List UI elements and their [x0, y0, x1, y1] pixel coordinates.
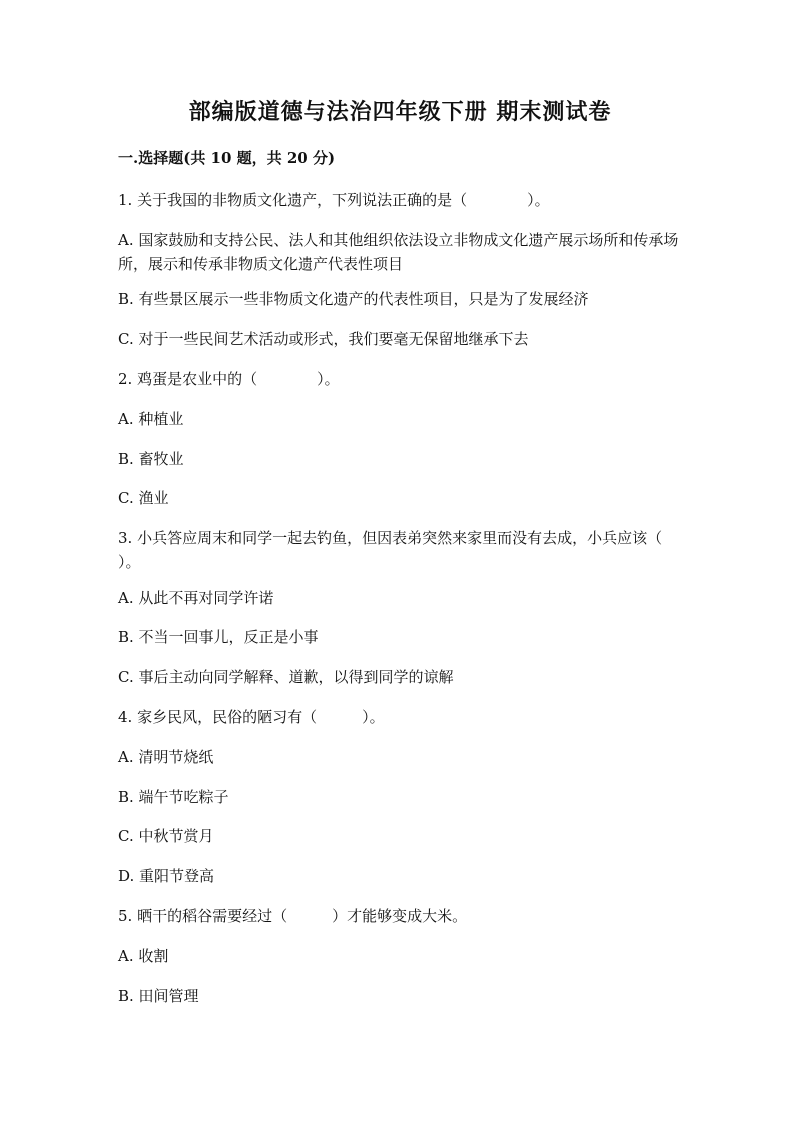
- exam-title: 部编版道德与法治四年级下册 期末测试卷: [188, 99, 612, 125]
- question-stem: 1. 关于我国的非物质文化遗产，下列说法正确的是（ ）。: [118, 191, 550, 209]
- answer-option: A. 从此不再对同学许诺: [118, 589, 274, 607]
- answer-option: C. 中秋节赏月: [118, 827, 214, 845]
- question-stem: 5. 晒干的稻谷需要经过（ ）才能够变成大米。: [118, 907, 468, 925]
- answer-option: B. 有些景区展示一些非物质文化遗产的代表性项目，只是为了发展经济: [118, 290, 589, 308]
- answer-option: A. 国家鼓励和支持公民、法人和其他组织依法设立非物成文化遗产展示场所和传承场所，展示和传承非物质文化遗产代表性项目: [118, 231, 679, 273]
- answer-option: B. 畜牧业: [118, 450, 184, 468]
- answer-option: A. 清明节烧纸: [118, 748, 214, 766]
- question-stem: 4. 家乡民风，民俗的陋习有（ ）。: [118, 708, 385, 726]
- answer-option: D. 重阳节登高: [118, 867, 215, 885]
- answer-option: C. 对于一些民间艺术活动或形式，我们要毫无保留地继承下去: [118, 330, 529, 348]
- answer-option: C. 事后主动向同学解释、道歉，以得到同学的谅解: [118, 668, 454, 686]
- answer-option: C. 渔业: [118, 489, 169, 507]
- section-heading: 一.选择题(共 10 题，共 20 分): [118, 149, 336, 167]
- answer-option: B. 不当一回事儿，反正是小事: [118, 628, 319, 646]
- answer-option: A. 收割: [118, 947, 169, 965]
- question-stem: 2. 鸡蛋是农业中的（ ）。: [118, 370, 340, 388]
- question-stem: 3. 小兵答应周末和同学一起去钓鱼，但因表弟突然来家里而没有去成，小兵应该（ ）。: [118, 529, 708, 571]
- answer-option: A. 种植业: [118, 410, 184, 428]
- answer-option: B. 田间管理: [118, 987, 199, 1005]
- answer-option: B. 端午节吃粽子: [118, 788, 229, 806]
